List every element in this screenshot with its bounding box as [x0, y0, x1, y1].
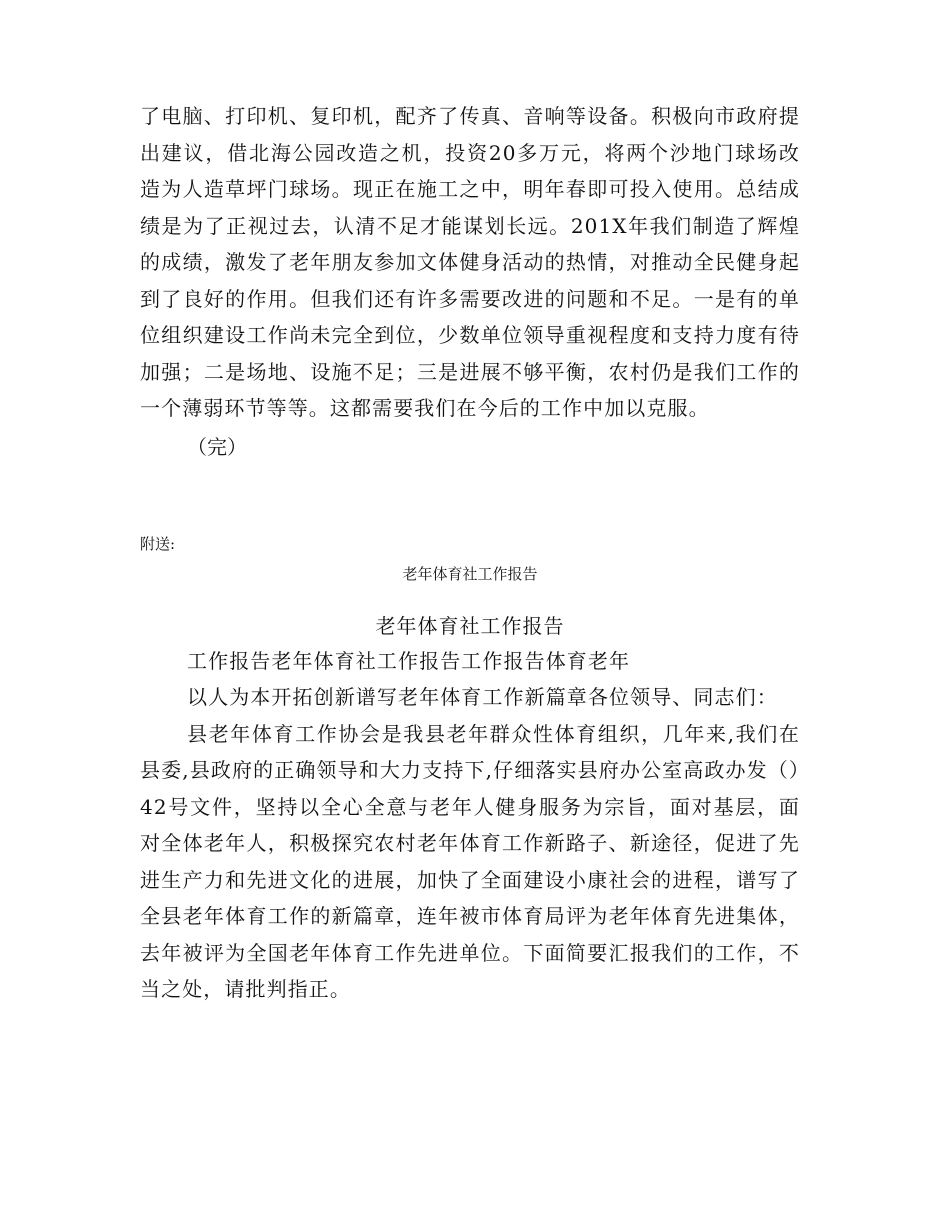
- body-paragraph-1: 了电脑、打印机、复印机，配齐了传真、音响等设备。积极向市政府提出建议，借北海公园改造之机，投资20多万元，将两个沙地门球场改造为人造草坪门球场。现正在施工之中，明年春即可投入使用。总结成绩是为了正视过去，认清不足才能谋划长远。201X年我们制造了辉煌的成绩，激发了老年朋友参加文体健身活动的热情，对推动全民健身起到了良好的作用。但我们还有许多需要改进的问题和不足。一是有的单位组织建设工作尚未完全到位，少数单位领导重视程度和支持力度有待加强；二是场地、设施不足；三是进展不够平衡，农村仍是我们工作的一个薄弱环节等等。这都需要我们在今后的工作中加以克服。: [140, 104, 800, 420]
- attachment-small-title: 老年体育社工作报告: [402, 564, 538, 583]
- document-page: [140, 98, 800, 1008]
- attachment-label: 附送:: [140, 534, 176, 553]
- attachment-body: [140, 643, 800, 1008]
- greeting-line: 以人为本开拓创新谱写老年体育工作新篇章各位领导、同志们：: [187, 685, 778, 709]
- body-paragraph-2: 县老年体育工作协会是我县老年群众性体育组织，几年来,我们在县委,县政府的正确领导和大力支持下,仔细落实县府办公室高政办发（）42号文件，坚持以全心全意与老年人健身服务为宗旨，面对基层，面对全体老年人，积极探究农村老年体育工作新路子、新途径，促进了先进生产力和先进文化的进展，加快了全面建设小康社会的进程，谱写了全县老年体育工作的新篇章，连年被市体育局评为老年体育先进集体，去年被评为全国老年体育工作先进单位。下面简要汇报我们的工作，不当之处，请批判指正。: [140, 721, 800, 1001]
- keywords-line: 工作报告老年体育社工作报告工作报告体育老年: [187, 648, 631, 673]
- attachment-title: 老年体育社工作报告: [375, 613, 565, 638]
- end-mark: （完）: [187, 434, 247, 459]
